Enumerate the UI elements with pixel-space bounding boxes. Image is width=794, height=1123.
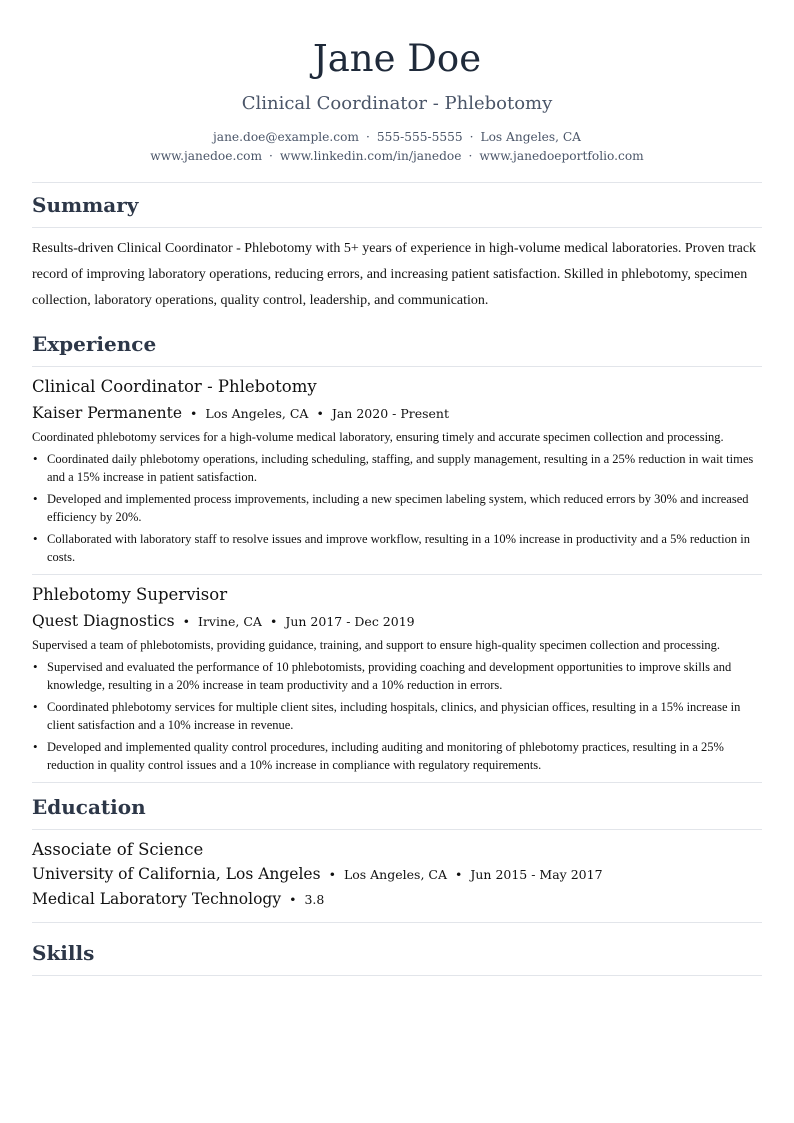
job-location: Los Angeles, CA	[205, 406, 309, 421]
degree-name: Associate of Science	[32, 840, 204, 859]
achievement-list	[32, 450, 762, 566]
list-item: • Coordinated phlebotomy services for multiple client sites, including hospitals, clinics, and physician offices, resulting in a 15% increase in client satisfaction and a 10% increase in revenue.	[32, 698, 762, 734]
bullet-separator: •	[289, 892, 297, 907]
list-item: • Collaborated with laboratory staff to resolve issues and improve workflow, resulting in a 10% increase in productivity and a 5% reduction in costs.	[32, 530, 762, 566]
phone-text[interactable]: 555-555-5555	[376, 130, 463, 144]
company-name: Quest Diagnostics	[32, 612, 175, 630]
job-meta	[32, 609, 762, 634]
experience-heading: Experience	[32, 332, 157, 356]
school-line	[32, 862, 762, 887]
experience-entry	[32, 583, 762, 774]
education-dates: Jun 2015 - May 2017	[470, 867, 603, 882]
bullet-separator: •	[269, 614, 278, 629]
divider	[32, 829, 762, 830]
skills-heading: Skills	[32, 941, 95, 965]
bullet-separator: •	[328, 867, 336, 882]
separator: ·	[468, 149, 473, 163]
candidate-title: Clinical Coordinator - Phlebotomy	[241, 93, 553, 114]
bullet-separator: •	[190, 406, 198, 421]
linkedin-link[interactable]: www.linkedin.com/in/janedoe	[279, 149, 462, 163]
job-description: Supervised a team of phlebotomists, providing guidance, training, and support to ensure high-quality specimen collection and processing.	[32, 638, 721, 652]
company-name: Kaiser Permanente	[32, 404, 183, 422]
contact-line-2	[32, 147, 762, 166]
job-role: Phlebotomy Supervisor	[32, 585, 228, 604]
education-entry	[32, 838, 762, 912]
education-heading: Education	[32, 795, 146, 819]
list-item: • Coordinated daily phlebotomy operations, including scheduling, staffing, and supply management, resulting in a 25% reduction in wait times and a 15% increase in patient satisfaction.	[32, 450, 762, 486]
location-text: Los Angeles, CA	[480, 130, 581, 144]
divider	[32, 574, 762, 575]
candidate-name: Jane Doe	[312, 37, 482, 80]
divider	[32, 227, 762, 228]
list-item: • Developed and implemented quality control procedures, including auditing and monitoring of phlebotomy practices, resulting in a 25% reduction in quality control issues and a 10% increase in compliance with regulatory requirements.	[32, 738, 762, 774]
job-description: Coordinated phlebotomy services for a high-volume medical laboratory, ensuring timely and accurate specimen collection and processing.	[32, 430, 724, 444]
divider	[32, 975, 762, 976]
achievement-list	[32, 658, 762, 774]
divider	[32, 922, 762, 923]
divider	[32, 782, 762, 783]
field-of-study: Medical Laboratory Technology	[32, 890, 282, 908]
bullet-separator: •	[182, 614, 190, 629]
portfolio-link[interactable]: www.janedoeportfolio.com	[479, 149, 644, 163]
website-link[interactable]: www.janedoe.com	[150, 149, 263, 163]
contact-line-1	[32, 128, 762, 147]
divider	[32, 366, 762, 367]
bullet-separator: •	[316, 406, 324, 421]
separator: ·	[365, 130, 370, 144]
summary-text: Results-driven Clinical Coordinator - Phlebotomy with 5+ years of experience in high-volume medical laboratories. Proven track record of improving laboratory operations, reducing errors, and increasing patient satisfaction. Skilled in phlebotomy, specimen collection, laboratory operations, quality control, leadership, and communication.	[32, 241, 757, 308]
separator: ·	[469, 130, 474, 144]
job-location: Irvine, CA	[198, 614, 262, 629]
job-role: Clinical Coordinator - Phlebotomy	[32, 377, 317, 396]
summary-heading: Summary	[32, 193, 139, 217]
email-link[interactable]: jane.doe@example.com	[213, 130, 359, 144]
field-line	[32, 887, 762, 912]
bullet-separator: •	[454, 867, 463, 882]
job-dates: Jun 2017 - Dec 2019	[285, 614, 415, 629]
job-dates: Jan 2020 - Present	[331, 406, 449, 421]
list-item: • Developed and implemented process improvements, including a new specimen labeling system, which reduced errors by 30% and increased efficiency by 20%.	[32, 490, 762, 526]
separator: ·	[269, 149, 273, 163]
list-item: • Supervised and evaluated the performance of 10 phlebotomists, providing coaching and development opportunities to improve skills and knowledge, resulting in a 20% increase in team productivity and a 10% reduction in errors.	[32, 658, 762, 694]
school-name: University of California, Los Angeles	[32, 865, 321, 883]
job-meta	[32, 401, 762, 426]
school-location: Los Angeles, CA	[343, 867, 447, 882]
gpa-value: 3.8	[304, 892, 325, 907]
experience-entry	[32, 375, 762, 566]
